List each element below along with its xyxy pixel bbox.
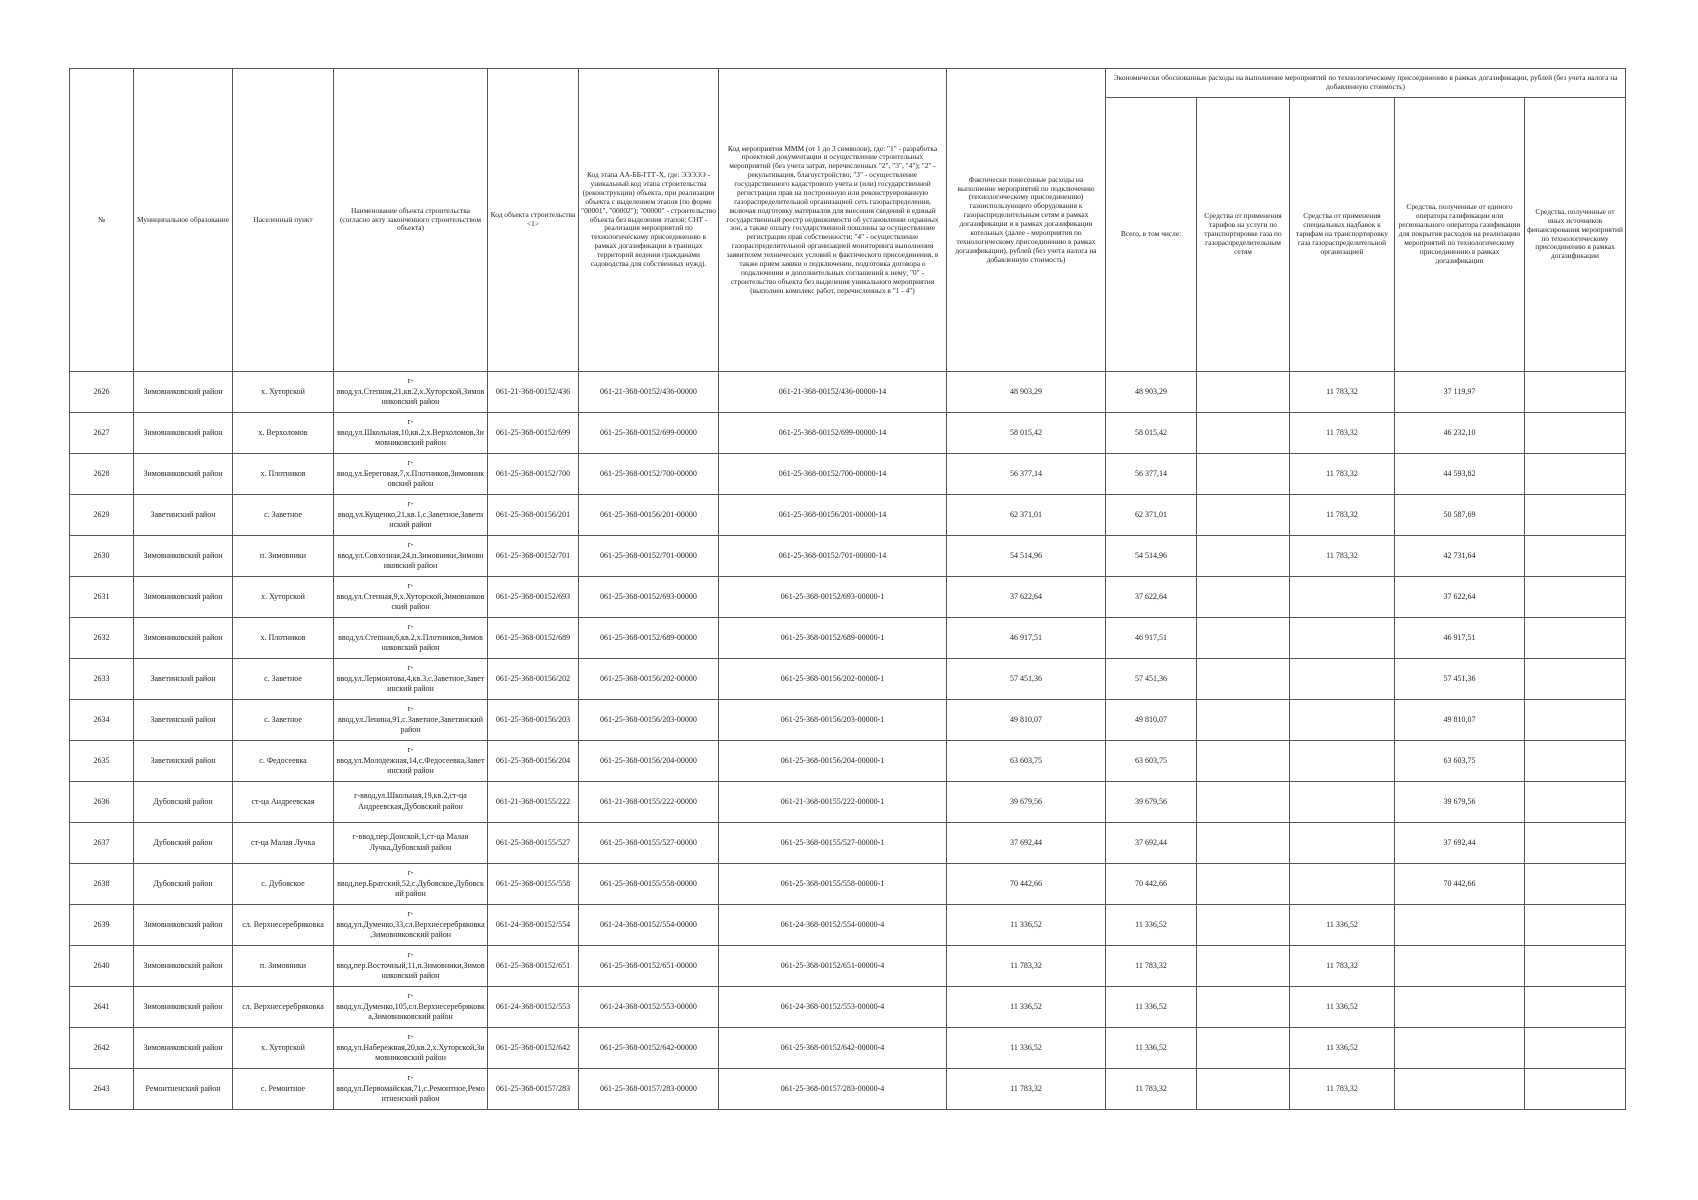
cell-operator-funds [1395, 1069, 1525, 1110]
cell-num: 2640 [70, 946, 134, 987]
cell-object-name: г-ввод,ул.Степная,9,х.Хуторской,Зимовниковский район [334, 577, 488, 618]
cell-stage-code: 061-25-368-00152/689-00000 [579, 618, 719, 659]
cell-operator-funds: 37 692,44 [1395, 823, 1525, 864]
cell-object-name: г-ввод,ул.Думенко,33,сл.Верхнесеребряковка,Зимовниковский район [334, 905, 488, 946]
table-row [70, 987, 1626, 1028]
cell-object-code: 061-25-368-00152/689 [488, 618, 579, 659]
cell-tariff-transport [1197, 864, 1290, 905]
table-row [70, 823, 1626, 864]
cell-settlement: ст-ца Андреевская [233, 782, 334, 823]
cell-actual-costs: 39 679,56 [947, 782, 1106, 823]
cell-object-name: г-ввод,ул.Степная,6,кв.2,х.Плотников,Зимовниковский район [334, 618, 488, 659]
cell-special-markups [1290, 659, 1395, 700]
cell-total: 11 336,52 [1106, 987, 1197, 1028]
cell-actual-costs: 11 783,32 [947, 1069, 1106, 1110]
cell-special-markups: 11 783,32 [1290, 946, 1395, 987]
cell-operator-funds: 50 587,69 [1395, 495, 1525, 536]
header-tariff-transport: Средства от применения тарифов на услуги по транспортировке газа по газораспределительным сетям [1197, 98, 1290, 372]
cell-tariff-transport [1197, 1069, 1290, 1110]
cell-actual-costs: 57 451,36 [947, 659, 1106, 700]
cell-other-sources [1525, 372, 1626, 413]
cell-tariff-transport [1197, 372, 1290, 413]
header-operator-funds: Средства, полученные от единого оператора газификации или регионального оператора газификации для покрытия расходов на реализацию мероприятий по технологическому присоединению в рамках догазификации [1395, 98, 1525, 372]
cell-tariff-transport [1197, 905, 1290, 946]
cell-actual-costs: 11 783,32 [947, 946, 1106, 987]
cell-num: 2633 [70, 659, 134, 700]
cell-stage-code: 061-21-368-00155/222-00000 [579, 782, 719, 823]
cell-object-name: г-ввод,ул.Молодежная,14,с.Федосеевка,Заветинский район [334, 741, 488, 782]
cell-municipality: Зимовниковский район [134, 618, 233, 659]
table-row [70, 413, 1626, 454]
cell-operator-funds [1395, 1028, 1525, 1069]
cell-total: 46 917,51 [1106, 618, 1197, 659]
cell-total: 62 371,01 [1106, 495, 1197, 536]
cell-municipality: Зимовниковский район [134, 413, 233, 454]
cell-settlement: х. Хуторской [233, 577, 334, 618]
table-row [70, 577, 1626, 618]
cell-stage-code: 061-25-368-00156/204-00000 [579, 741, 719, 782]
table-row [70, 1028, 1626, 1069]
cell-num: 2628 [70, 454, 134, 495]
cell-actual-costs: 54 514,96 [947, 536, 1106, 577]
cell-event-code: 061-25-368-00155/558-00000-1 [719, 864, 947, 905]
cell-object-code: 061-25-368-00155/558 [488, 864, 579, 905]
cell-stage-code: 061-25-368-00156/203-00000 [579, 700, 719, 741]
cell-operator-funds: 49 810,07 [1395, 700, 1525, 741]
cell-object-code: 061-25-368-00155/527 [488, 823, 579, 864]
header-settlement: Населенный пункт [233, 69, 334, 372]
cell-stage-code: 061-25-368-00152/699-00000 [579, 413, 719, 454]
cell-settlement: с. Заветное [233, 495, 334, 536]
cell-operator-funds: 70 442,66 [1395, 864, 1525, 905]
cell-event-code: 061-25-368-00152/693-00000-1 [719, 577, 947, 618]
cell-object-name: г-ввод,ул.Береговая,7,х.Плотников,Зимовниковский район [334, 454, 488, 495]
cell-operator-funds: 63 603,75 [1395, 741, 1525, 782]
cell-object-name: г-ввод,ул.Кущенко,21,кв.1,с.Заветное,Заветинский район [334, 495, 488, 536]
cell-settlement: х. Хуторской [233, 372, 334, 413]
cell-other-sources [1525, 987, 1626, 1028]
header-total: Всего, в том числе: [1106, 98, 1197, 372]
cell-object-code: 061-25-368-00152/699 [488, 413, 579, 454]
cell-total: 37 622,64 [1106, 577, 1197, 618]
cell-operator-funds: 46 917,51 [1395, 618, 1525, 659]
table-row [70, 659, 1626, 700]
header-object-code: Код объекта строительства <1> [488, 69, 579, 372]
cell-actual-costs: 11 336,52 [947, 987, 1106, 1028]
cell-num: 2629 [70, 495, 134, 536]
cell-event-code: 061-25-368-00152/700-00000-14 [719, 454, 947, 495]
cell-object-code: 061-24-368-00152/554 [488, 905, 579, 946]
table-row [70, 905, 1626, 946]
header-stage-code: Код этапа АА-ББ-ГГГ-Х, где: ЭЭЭЭЭ - уникальный код этапа строительства (реконструкции) объекта, при реализации объекта с выделением этапов (по форме "00001", "00002"); "00000" - строительство объекта без выделения этапов; СНТ - реализация мероприятий по технологическому присоединению в рамках догазификации в границах территорий ведения гражданами садоводства для собственных нужд). [579, 69, 719, 372]
cell-other-sources [1525, 1028, 1626, 1069]
cell-municipality: Зимовниковский район [134, 577, 233, 618]
cell-object-code: 061-25-368-00152/693 [488, 577, 579, 618]
cell-total: 70 442,66 [1106, 864, 1197, 905]
cell-object-code: 061-25-368-00156/201 [488, 495, 579, 536]
header-special-markups: Средства от применения специальных надбавок к тарифам на транспортировку газа газораспределительной организацией [1290, 98, 1395, 372]
cell-special-markups [1290, 741, 1395, 782]
cell-municipality: Дубовский район [134, 823, 233, 864]
cell-stage-code: 061-25-368-00152/700-00000 [579, 454, 719, 495]
cell-stage-code: 061-25-368-00152/651-00000 [579, 946, 719, 987]
table-row [70, 741, 1626, 782]
cell-stage-code: 061-24-368-00152/554-00000 [579, 905, 719, 946]
cell-actual-costs: 62 371,01 [947, 495, 1106, 536]
cell-special-markups: 11 783,32 [1290, 454, 1395, 495]
header-group-economic-costs: Экономически обоснованные расходы на выполнение мероприятий по технологическому присоединению в рамках догазификации, рублей (без учета налога на добавленную стоимость) [1106, 69, 1626, 98]
cell-other-sources [1525, 618, 1626, 659]
cell-tariff-transport [1197, 577, 1290, 618]
cell-other-sources [1525, 700, 1626, 741]
cell-operator-funds: 39 679,56 [1395, 782, 1525, 823]
cell-other-sources [1525, 823, 1626, 864]
header-event-code: Код мероприятия МММ (от 1 до 3 символов), где: "1" - разработка проектной документации и осуществление строительных мероприятий (без учета затрат, перечисленных "2", "3", "4"); "2" - рекультивация, благоустройство; "3" - осуществление государственного кадастрового учета и (или) государственной регистрации прав на построенную или реконструированную газораспределительной организацией сеть газораспределения, включая подготовку материалов для внесения сведений в единый государственный реестр недвижимости об установлении охранных зон, а также оплату государственной пошлины за осуществление регистрации прав собственности; "4" - осуществление газораспределительной организацией мониторинга выполнения заявителем технических условий и фактического присоединения, в также прием заявки о подключении, подготовка договора о подключении и дополнительных соглашений к нему; "0" - строительство объекта без выделения уникального мероприятия (выполнен комплекс работ, перечисленных в "1 - 4") [719, 69, 947, 372]
cell-event-code: 061-21-368-00155/222-00000-1 [719, 782, 947, 823]
cell-operator-funds: 46 232,10 [1395, 413, 1525, 454]
cell-operator-funds: 44 593,82 [1395, 454, 1525, 495]
cell-object-code: 061-25-368-00157/283 [488, 1069, 579, 1110]
cell-tariff-transport [1197, 454, 1290, 495]
cell-total: 57 451,36 [1106, 659, 1197, 700]
cell-settlement: х. Верхоломов [233, 413, 334, 454]
cell-total: 11 783,32 [1106, 946, 1197, 987]
cell-settlement: с. Заветное [233, 700, 334, 741]
cell-settlement: х. Хуторской [233, 1028, 334, 1069]
cell-actual-costs: 37 692,44 [947, 823, 1106, 864]
cell-num: 2637 [70, 823, 134, 864]
cell-event-code: 061-25-368-00155/527-00000-1 [719, 823, 947, 864]
cell-settlement: с. Ремонтное [233, 1069, 334, 1110]
cell-object-code: 061-25-368-00152/700 [488, 454, 579, 495]
cell-tariff-transport [1197, 618, 1290, 659]
cell-municipality: Дубовский район [134, 864, 233, 905]
cell-num: 2632 [70, 618, 134, 659]
cell-num: 2643 [70, 1069, 134, 1110]
cell-object-name: г-ввод,пер.Братский,52,с.Дубовское,Дубовский район [334, 864, 488, 905]
cell-stage-code: 061-25-368-00152/642-00000 [579, 1028, 719, 1069]
cell-other-sources [1525, 413, 1626, 454]
cell-num: 2639 [70, 905, 134, 946]
table-header [70, 69, 1626, 372]
cell-total: 39 679,56 [1106, 782, 1197, 823]
cell-object-name: г-ввод,ул.Набережная,20,кв.2,х.Хуторской,Зимовниковский район [334, 1028, 488, 1069]
cell-settlement: с. Дубовское [233, 864, 334, 905]
cell-event-code: 061-25-368-00152/642-00000-4 [719, 1028, 947, 1069]
cell-special-markups [1290, 864, 1395, 905]
cell-num: 2641 [70, 987, 134, 1028]
cell-object-name: г-ввод,ул.Степная,21,кв.2,х.Хуторской,Зимовниковский район [334, 372, 488, 413]
cell-num: 2634 [70, 700, 134, 741]
cell-actual-costs: 48 903,29 [947, 372, 1106, 413]
cell-total: 58 015,42 [1106, 413, 1197, 454]
cell-settlement: сл. Верхнесеребряковка [233, 905, 334, 946]
cell-settlement: с. Федосеевка [233, 741, 334, 782]
table-body [70, 372, 1626, 1110]
cell-num: 2638 [70, 864, 134, 905]
cell-object-code: 061-25-368-00156/203 [488, 700, 579, 741]
cell-other-sources [1525, 864, 1626, 905]
cell-num: 2631 [70, 577, 134, 618]
header-object-name: Наименование объекта строительства (согласно акту законченного строительством объекта) [334, 69, 488, 372]
table-row [70, 864, 1626, 905]
cell-municipality: Ремонтненский район [134, 1069, 233, 1110]
cell-special-markups [1290, 823, 1395, 864]
cell-tariff-transport [1197, 782, 1290, 823]
cell-object-name: г-ввод,пер.Восточный,11,п.Зимовники,Зимовниковский район [334, 946, 488, 987]
cell-special-markups: 11 336,52 [1290, 905, 1395, 946]
cell-event-code: 061-25-368-00152/689-00000-1 [719, 618, 947, 659]
cell-municipality: Зимовниковский район [134, 905, 233, 946]
cell-actual-costs: 11 336,52 [947, 1028, 1106, 1069]
cell-object-name: г-ввод,ул.Лермонтова,4,кв.3,с.Заветное,Заветинский район [334, 659, 488, 700]
cell-total: 54 514,96 [1106, 536, 1197, 577]
cell-special-markups [1290, 577, 1395, 618]
cell-total: 48 903,29 [1106, 372, 1197, 413]
cell-object-name: г-ввод,ул.Школьная,19,кв.2,ст-ца Андреевская,Дубовский район [334, 782, 488, 823]
cell-special-markups: 11 783,32 [1290, 495, 1395, 536]
cell-special-markups: 11 783,32 [1290, 413, 1395, 454]
cell-object-name: г-ввод,ул.Школьная,10,кв.2,х.Верхоломов,Зимовниковский район [334, 413, 488, 454]
header-other-sources: Средства, полученные от иных источников финансирования мероприятий по технологическому присоединению в рамках догазификации [1525, 98, 1626, 372]
cell-object-code: 061-25-368-00156/204 [488, 741, 579, 782]
cell-event-code: 061-25-368-00152/651-00000-4 [719, 946, 947, 987]
cell-special-markups: 11 336,52 [1290, 987, 1395, 1028]
cell-settlement: п. Зимовники [233, 536, 334, 577]
cell-settlement: с. Заветное [233, 659, 334, 700]
cell-special-markups [1290, 782, 1395, 823]
cell-object-code: 061-24-368-00152/553 [488, 987, 579, 1028]
cell-total: 37 692,44 [1106, 823, 1197, 864]
cell-special-markups: 11 783,32 [1290, 1069, 1395, 1110]
cell-other-sources [1525, 495, 1626, 536]
cell-actual-costs: 37 622,64 [947, 577, 1106, 618]
cell-operator-funds [1395, 987, 1525, 1028]
cell-total: 11 336,52 [1106, 1028, 1197, 1069]
cell-municipality: Дубовский район [134, 782, 233, 823]
cell-other-sources [1525, 741, 1626, 782]
cell-special-markups: 11 336,52 [1290, 1028, 1395, 1069]
cell-event-code: 061-25-368-00156/201-00000-14 [719, 495, 947, 536]
cell-municipality: Заветинский район [134, 741, 233, 782]
cell-object-code: 061-25-368-00152/642 [488, 1028, 579, 1069]
cell-other-sources [1525, 454, 1626, 495]
cell-object-name: г-ввод,ул.Ленина,91,с.Заветное,Заветинский район [334, 700, 488, 741]
cell-actual-costs: 11 336,52 [947, 905, 1106, 946]
cell-actual-costs: 56 377,14 [947, 454, 1106, 495]
header-municipality: Муниципальное образование [134, 69, 233, 372]
cell-municipality: Заветинский район [134, 495, 233, 536]
cell-event-code: 061-24-368-00152/554-00000-4 [719, 905, 947, 946]
cell-other-sources [1525, 905, 1626, 946]
cell-special-markups [1290, 700, 1395, 741]
cell-tariff-transport [1197, 495, 1290, 536]
cell-tariff-transport [1197, 987, 1290, 1028]
cell-event-code: 061-21-368-00152/436-00000-14 [719, 372, 947, 413]
cell-operator-funds [1395, 905, 1525, 946]
cell-stage-code: 061-21-368-00152/436-00000 [579, 372, 719, 413]
cell-tariff-transport [1197, 946, 1290, 987]
cell-special-markups: 11 783,32 [1290, 372, 1395, 413]
cell-other-sources [1525, 946, 1626, 987]
cell-municipality: Заветинский район [134, 700, 233, 741]
cell-municipality: Зимовниковский район [134, 536, 233, 577]
cell-event-code: 061-24-368-00152/553-00000-4 [719, 987, 947, 1028]
cell-special-markups [1290, 618, 1395, 659]
cell-special-markups: 11 783,32 [1290, 536, 1395, 577]
cell-num: 2626 [70, 372, 134, 413]
table-row [70, 618, 1626, 659]
table-row [70, 946, 1626, 987]
cell-other-sources [1525, 659, 1626, 700]
cell-num: 2627 [70, 413, 134, 454]
cell-municipality: Зимовниковский район [134, 1028, 233, 1069]
cell-num: 2630 [70, 536, 134, 577]
cell-municipality: Зимовниковский район [134, 946, 233, 987]
cell-municipality: Зимовниковский район [134, 454, 233, 495]
cell-object-code: 061-25-368-00152/651 [488, 946, 579, 987]
cell-operator-funds: 42 731,64 [1395, 536, 1525, 577]
cell-event-code: 061-25-368-00156/204-00000-1 [719, 741, 947, 782]
cell-settlement: ст-ца Малая Лучка [233, 823, 334, 864]
cell-other-sources [1525, 536, 1626, 577]
cell-total: 56 377,14 [1106, 454, 1197, 495]
cell-municipality: Заветинский район [134, 659, 233, 700]
cell-municipality: Зимовниковский район [134, 987, 233, 1028]
cell-tariff-transport [1197, 1028, 1290, 1069]
cell-settlement: п. Зимовники [233, 946, 334, 987]
cell-object-code: 061-21-368-00152/436 [488, 372, 579, 413]
cell-other-sources [1525, 1069, 1626, 1110]
cell-total: 49 810,07 [1106, 700, 1197, 741]
table-row [70, 1069, 1626, 1110]
cell-other-sources [1525, 577, 1626, 618]
cell-settlement: х. Плотников [233, 454, 334, 495]
cell-num: 2636 [70, 782, 134, 823]
cell-object-name: г-ввод,ул.Совхозная,24,п.Зимовники,Зимовниковский район [334, 536, 488, 577]
cell-municipality: Зимовниковский район [134, 372, 233, 413]
cell-actual-costs: 63 603,75 [947, 741, 1106, 782]
table-row [70, 536, 1626, 577]
cell-other-sources [1525, 782, 1626, 823]
table-row [70, 372, 1626, 413]
cell-tariff-transport [1197, 536, 1290, 577]
table-row [70, 454, 1626, 495]
cell-num: 2635 [70, 741, 134, 782]
cell-actual-costs: 49 810,07 [947, 700, 1106, 741]
cell-operator-funds [1395, 946, 1525, 987]
cell-event-code: 061-25-368-00152/701-00000-14 [719, 536, 947, 577]
cell-total: 11 783,32 [1106, 1069, 1197, 1110]
cell-tariff-transport [1197, 700, 1290, 741]
cell-stage-code: 061-25-368-00152/701-00000 [579, 536, 719, 577]
cell-total: 63 603,75 [1106, 741, 1197, 782]
cell-stage-code: 061-25-368-00155/527-00000 [579, 823, 719, 864]
cell-total: 11 336,52 [1106, 905, 1197, 946]
cell-object-code: 061-25-368-00156/202 [488, 659, 579, 700]
report-table [69, 68, 1626, 1110]
cell-stage-code: 061-25-368-00155/558-00000 [579, 864, 719, 905]
cell-event-code: 061-25-368-00156/202-00000-1 [719, 659, 947, 700]
cell-object-code: 061-21-368-00155/222 [488, 782, 579, 823]
cell-tariff-transport [1197, 741, 1290, 782]
cell-stage-code: 061-25-368-00156/201-00000 [579, 495, 719, 536]
cell-actual-costs: 58 015,42 [947, 413, 1106, 454]
cell-actual-costs: 46 917,51 [947, 618, 1106, 659]
cell-actual-costs: 70 442,66 [947, 864, 1106, 905]
cell-stage-code: 061-25-368-00157/283-00000 [579, 1069, 719, 1110]
cell-object-name: г-ввод,ул.Думенко,105,сл.Верхнесеребряковка,Зимовниковский район [334, 987, 488, 1028]
cell-tariff-transport [1197, 659, 1290, 700]
cell-tariff-transport [1197, 413, 1290, 454]
cell-event-code: 061-25-368-00156/203-00000-1 [719, 700, 947, 741]
cell-tariff-transport [1197, 823, 1290, 864]
cell-operator-funds: 37 622,64 [1395, 577, 1525, 618]
cell-operator-funds: 37 119,97 [1395, 372, 1525, 413]
cell-object-code: 061-25-368-00152/701 [488, 536, 579, 577]
cell-num: 2642 [70, 1028, 134, 1069]
cell-stage-code: 061-25-368-00156/202-00000 [579, 659, 719, 700]
header-num: № [70, 69, 134, 372]
table-row [70, 700, 1626, 741]
header-actual-costs: Фактически понесенные расходы на выполнение мероприятий по подключению (технологическому присоединению) газоиспользующего оборудования к газораспределительным сетям в рамках догазификации и в рамках догазификации котельных (далее - мероприятия по технологическому присоединению в рамках догазификации), рублей (без учета налога на добавленную стоимость) [947, 69, 1106, 372]
cell-event-code: 061-25-368-00157/283-00000-4 [719, 1069, 947, 1110]
cell-stage-code: 061-24-368-00152/553-00000 [579, 987, 719, 1028]
cell-object-name: г-ввод,ул.Первомайская,71,с.Ремонтное,Ремонтненский район [334, 1069, 488, 1110]
table-row [70, 495, 1626, 536]
cell-settlement: сл. Верхнесеребряковка [233, 987, 334, 1028]
cell-event-code: 061-25-368-00152/699-00000-14 [719, 413, 947, 454]
cell-settlement: х. Плотников [233, 618, 334, 659]
cell-object-name: г-ввод,пер.Донской,1,ст-ца Малая Лучка,Дубовский район [334, 823, 488, 864]
cell-operator-funds: 57 451,36 [1395, 659, 1525, 700]
cell-stage-code: 061-25-368-00152/693-00000 [579, 577, 719, 618]
table-row [70, 782, 1626, 823]
